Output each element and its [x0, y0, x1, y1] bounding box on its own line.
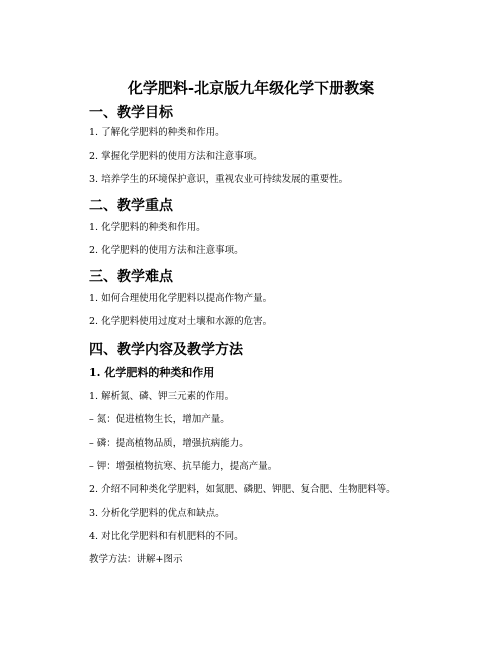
list-item: – 钾：增强植物抗寒、抗旱能力，提高产量。 — [89, 461, 278, 472]
list-item: 2. 化学肥料的使用方法和注意事项。 — [89, 245, 244, 256]
list-item: – 磷：提高植物品质，增强抗病能力。 — [89, 438, 249, 449]
list-item: 3. 培养学生的环境保护意识，重视农业可持续发展的重要性。 — [89, 174, 349, 185]
section-heading-content-methods: 四、教学内容及教学方法 — [89, 342, 243, 358]
section-heading-key-points: 二、教学重点 — [89, 198, 173, 214]
list-item: – 氮：促进植物生长，增加产量。 — [89, 414, 230, 425]
list-item: 2. 介绍不同种类化学肥料，如氮肥、磷肥、钾肥、复合肥、生物肥料等。 — [89, 484, 396, 495]
subsection-heading: 1. 化学肥料的种类和作用 — [89, 366, 215, 379]
list-item: 1. 化学肥料的种类和作用。 — [89, 222, 206, 233]
list-item: 2. 掌握化学肥料的使用方法和注意事项。 — [89, 151, 263, 162]
list-item: 1. 解析氮、磷、钾三元素的作用。 — [89, 391, 235, 402]
section-heading-objectives: 一、教学目标 — [89, 105, 173, 121]
list-item: 1. 了解化学肥料的种类和作用。 — [89, 127, 225, 138]
list-item: 4. 对比化学肥料和有机肥料的不同。 — [89, 531, 244, 542]
list-item: 3. 分析化学肥料的优点和缺点。 — [89, 508, 225, 519]
list-item: 1. 如何合理使用化学肥料以提高作物产量。 — [89, 293, 273, 304]
section-heading-difficulties: 三、教学难点 — [89, 269, 173, 285]
teaching-method-text: 教学方法：讲解+图示 — [89, 554, 183, 565]
list-item: 2. 化学肥料使用过度对土壤和水源的危害。 — [89, 316, 273, 327]
document-title: 化学肥料-北京版九年级化学下册教案 — [127, 79, 375, 97]
